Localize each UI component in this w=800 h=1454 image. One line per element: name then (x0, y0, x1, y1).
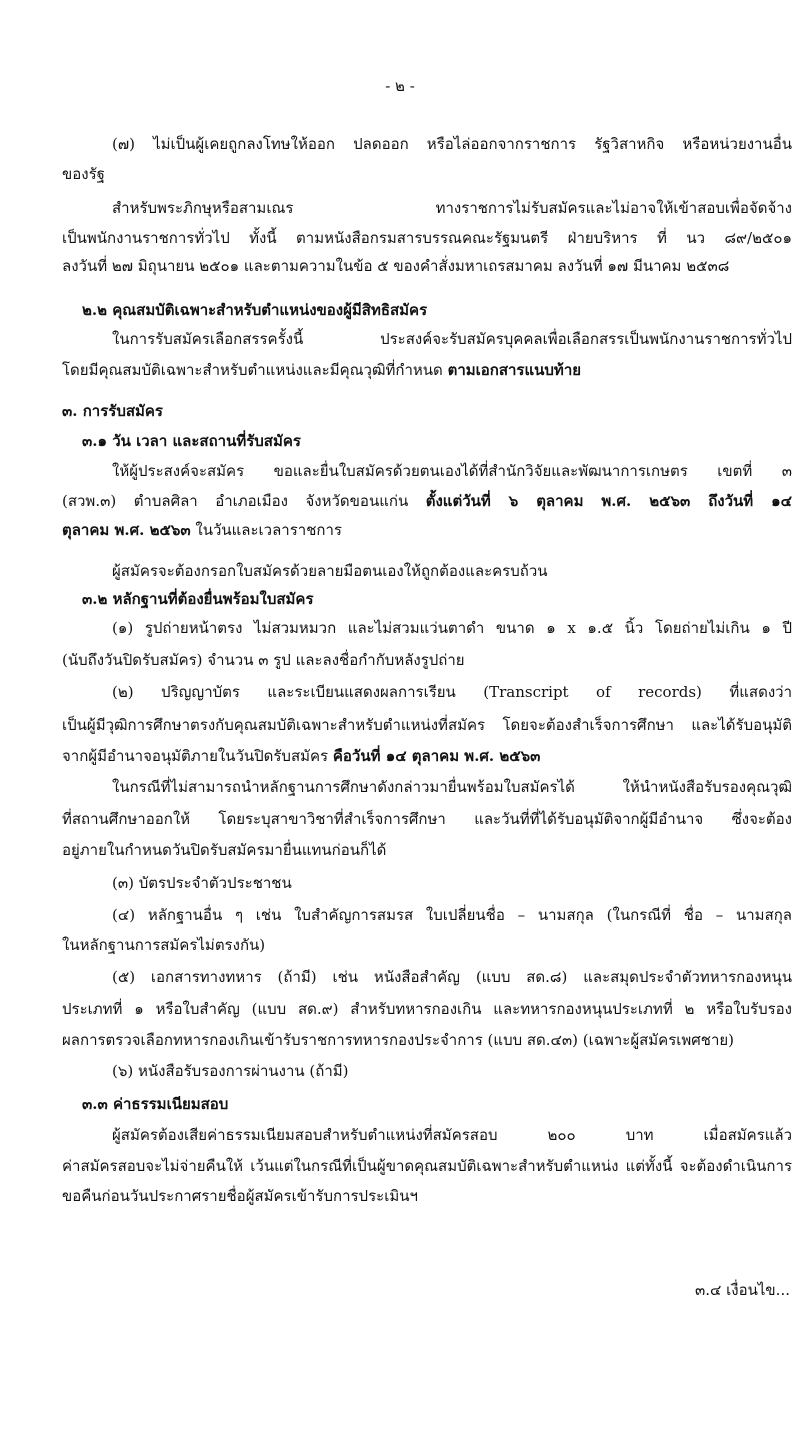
evidence-2-line-2: เป็นผู้มีวุฒิการศึกษาตรงกับคุณสมบัติเฉพาะสำหรับตำแหน่งที่สมัคร โดยจะต้องสำเร็จการศึกษา และได้รับอนุมัติ (62, 716, 792, 734)
section-3-2-heading: ๓.๒ หลักฐานที่ต้องยื่นพร้อมใบสมัคร (82, 590, 314, 608)
section-3-1-line-3: ตุลาคม พ.ศ. ๒๕๖๓ ในวันและเวลาราชการ (62, 521, 342, 539)
evidence-4-line-1: (๔) หลักฐานอื่น ๆ เช่น ใบสำคัญการสมรส ใบเปลี่ยนชื่อ – นามสกุล (ในกรณีที่ ชื่อ – นามสกุล (112, 906, 792, 924)
section-3-1-line-1: ให้ผู้ประสงค์จะสมัคร ขอและยื่นใบสมัครด้วยตนเองได้ที่สำนักวิจัยและพัฒนาการเกษตร เขตที่ ๓ (112, 462, 792, 480)
page-number: - ๒ - (385, 77, 415, 95)
section-2-2-heading: ๒.๒ คุณสมบัติเฉพาะสำหรับตำแหน่งของผู้มีสิทธิสมัคร (82, 301, 428, 319)
section-3-1-heading: ๓.๑ วัน เวลา และสถานที่รับสมัคร (82, 432, 301, 450)
fee-line-3: ขอคืนก่อนวันประกาศรายชื่อผู้สมัครเข้ารับการประเมินฯ (62, 1187, 418, 1205)
section-2-2-line-2: โดยมีคุณสมบัติเฉพาะสำหรับตำแหน่งและมีคุณวุฒิที่กำหนด ตามเอกสารแนบท้าย (62, 361, 582, 379)
evidence-1-line-1: (๑) รูปถ่ายหน้าตรง ไม่สวมหมวก และไม่สวมแว่นตาดำ ขนาด ๑ x ๑.๕ นิ้ว โดยถ่ายไม่เกิน ๑ ปี (112, 619, 792, 637)
evidence-3-line: (๓) บัตรประจำตัวประชาชน (112, 874, 292, 892)
fee-line-1: ผู้สมัครต้องเสียค่าธรรมเนียมสอบสำหรับตำแหน่งที่สมัครสอบ ๒๐๐ บาท เมื่อสมัครแล้ว (112, 1126, 792, 1144)
section-2-2-line-1: ในการรับสมัครเลือกสรรครั้งนี้ ประสงค์จะรับสมัครบุคคลเพื่อเลือกสรรเป็นพนักงานราชการทั่วไป (112, 330, 792, 348)
monk-paragraph-line-2: เป็นพนักงานราชการทั่วไป ทั้งนี้ ตามหนังสือกรมสารบรรณคณะรัฐมนตรี ฝ่ายบริหาร ที่ นว ๘๙/๒๕๐๑ (62, 229, 792, 247)
evidence-5-line-2: ประเภทที่ ๑ หรือใบสำคัญ (แบบ สด.๙) สำหรับทหารกองเกิน และทหารกองหนุนประเภทที่ ๒ หรือใบรับรอง (62, 1000, 792, 1018)
evidence-2-line-1: (๒) ปริญญาบัตร และระเบียนแสดงผลการเรียน (Transcript of records) ที่แสดงว่า (112, 683, 792, 701)
evidence-5-line-3: ผลการตรวจเลือกทหารกองเกินเข้ารับราชการทหารกองประจำการ (แบบ สด.๔๓) (เฉพาะผู้สมัครเพศชาย) (62, 1031, 735, 1049)
monk-paragraph-line-1: สำหรับพระภิกษุหรือสามเณร ทางราชการไม่รับสมัครและไม่อาจให้เข้าสอบเพื่อจัดจ้าง (112, 199, 792, 217)
evidence-alt-line-2: ที่สถานศึกษาออกให้ โดยระบุสาขาวิชาที่สำเร็จการศึกษา และวันที่ที่ได้รับอนุมัติจากผู้มีอำนาจ ซึ่งจะต้อง (62, 810, 792, 828)
evidence-6-line: (๖) หนังสือรับรองการผ่านงาน (ถ้ามี) (112, 1062, 349, 1080)
item-7-continuation: ของรัฐ (62, 165, 105, 183)
fee-line-2: ค่าสมัครสอบจะไม่จ่ายคืนให้ เว้นแต่ในกรณีที่เป็นผู้ขาดคุณสมบัติเฉพาะสำหรับตำแหน่ง แต่ทั้งนี้ จะต้องดำเนินการ (62, 1157, 792, 1175)
next-page-continuation: ๓.๔ เงื่อนไข... (695, 1281, 790, 1299)
monk-paragraph-line-3: ลงวันที่ ๒๗ มิถุนายน ๒๕๐๑ และตามความในข้อ ๕ ของคำสั่งมหาเถรสมาคม ลงวันที่ ๑๗ มีนาคม ๒๕๓๘ (62, 257, 730, 275)
evidence-2-line-3: จากผู้มีอำนาจอนุมัติภายในวันปิดรับสมัคร คือวันที่ ๑๔ ตุลาคม พ.ศ. ๒๕๖๓ (62, 747, 541, 765)
item-7-line: (๗) ไม่เป็นผู้เคยถูกลงโทษให้ออก ปลดออก หรือไล่ออกจากราชการ รัฐวิสาหกิจ หรือหน่วยงานอื่น (112, 135, 792, 153)
section-3-heading: ๓. การรับสมัคร (62, 402, 163, 420)
section-3-1-note: ผู้สมัครจะต้องกรอกใบสมัครด้วยลายมือตนเองให้ถูกต้องและครบถ้วน (112, 562, 548, 580)
evidence-5-line-1: (๕) เอกสารทางทหาร (ถ้ามี) เช่น หนังสือสำคัญ (แบบ สด.๘) และสมุดประจำตัวทหารกองหนุน (112, 968, 792, 986)
section-3-3-heading: ๓.๓ ค่าธรรมเนียมสอบ (82, 1095, 229, 1113)
evidence-alt-line-3: อยู่ภายในกำหนดวันปิดรับสมัครมายื่นแทนก่อนก็ได้ (62, 841, 387, 859)
evidence-1-line-2: (นับถึงวันปิดรับสมัคร) จำนวน ๓ รูป และลงชื่อกำกับหลังรูปถ่าย (62, 651, 465, 669)
evidence-alt-line-1: ในกรณีที่ไม่สามารถนำหลักฐานการศึกษาดังกล่าวมายื่นพร้อมใบสมัครได้ ให้นำหนังสือรับรองคุณวุฒิ (112, 778, 792, 796)
evidence-4-line-2: ในหลักฐานการสมัครไม่ตรงกัน) (62, 936, 266, 954)
section-3-1-line-2: (สวพ.๓) ตำบลศิลา อำเภอเมือง จังหวัดขอนแก่น ตั้งแต่วันที่ ๖ ตุลาคม พ.ศ. ๒๕๖๓ ถึงวันที่ ๑๔ (62, 492, 793, 510)
